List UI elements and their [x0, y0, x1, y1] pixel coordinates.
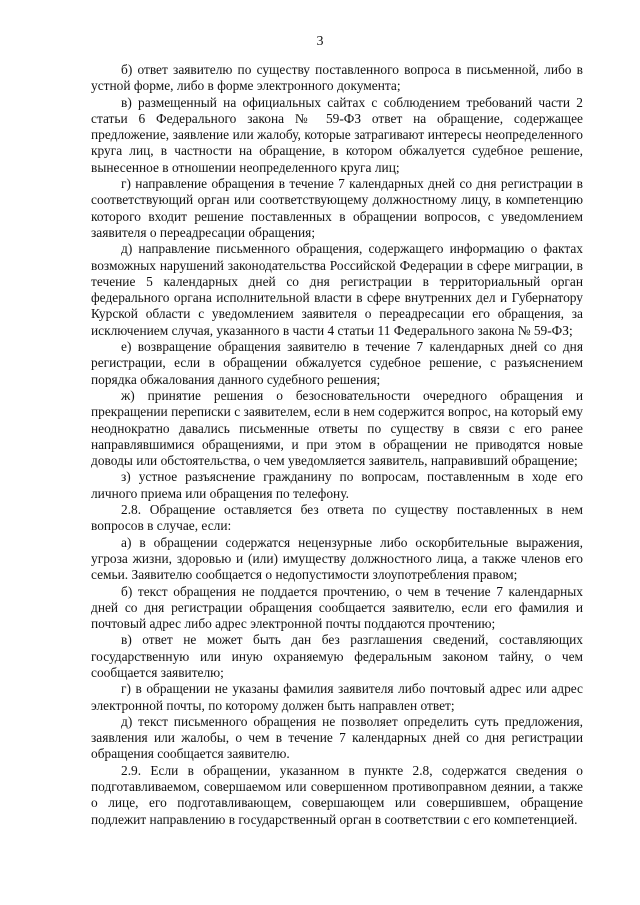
paragraph-g-redirect: г) направление обращения в течение 7 календарных дней со дня регистрации в соответствующий орган или соответствующему должностному лицу, в компетенцию которого входит решение поставленных в обращении вопросов, с уведомлением заявителя о переадресации обращения; [91, 176, 583, 240]
paragraph-2-8-v: в) ответ не может быть дан без разглашения сведений, составляющих государственную или иную охраняемую федеральным законом тайну, о чем сообщается заявителю; [91, 632, 583, 680]
paragraph-2-8-a: а) в обращении содержатся нецензурные либо оскорбительные выражения, угроза жизни, здоровью и (или) имуществу должностного лица, а также членов его семьи. Заявителю сообщается о недопустимости злоупотребления правом; [91, 534, 583, 583]
paragraph-b-answer-form: б) ответ заявителю по существу поставленного вопроса в письменной, либо в устной форме, либо в форме электронного документа; [91, 62, 583, 94]
paragraph-2-8-d: д) текст письменного обращения не позволяет определить суть предложения, заявления или жалобы, о чем в течение 7 календарных дней со дня регистрации обращения сообщается заявителю. [91, 713, 583, 762]
paragraph-zh-termination: ж) принятие решения о безосновательности очередного обращения и прекращении переписки с заявителем, если в нем содержится вопрос, на который ему неоднократно давались письменные ответы по существу в связи с его ранее направлявшимися обращениями, и при этом в обращении не приводятся новые доводы или обстоятельства, о чем уведомляется заявитель, направивший обращение; [91, 387, 583, 469]
paragraph-2-8-b: б) текст обращения не поддается прочтению, о чем в течение 7 календарных дней со дня регистрации обращения сообщается заявителю, если его фамилия и почтовый адрес либо адрес электронной почты поддаются прочтению; [91, 583, 583, 632]
paragraph-2-8-g: г) в обращении не указаны фамилия заявителя либо почтовый адрес или адрес электронной почты, по которому должен быть направлен ответ; [91, 681, 583, 713]
document-body [91, 62, 583, 828]
paragraph-2-8-intro: 2.8. Обращение оставляется без ответа по существу поставленных в нем вопросов в случае, если: [91, 502, 583, 534]
page-number: 3 [316, 34, 324, 49]
paragraph-v-published-answer: в) размещенный на официальных сайтах с соблюдением требований части 2 статьи 6 Федерального закона № 59-ФЗ ответ на обращение, содержащее предложение, заявление или жалобу, которые затрагивают интересы неопределенного круга лиц, в частности на обращение, в котором обжалуется судебное решение, вынесенное в отношении неопределенного круга лиц; [91, 94, 583, 175]
paragraph-2-9: 2.9. Если в обращении, указанном в пункте 2.8, содержатся сведения о подготавливаемом, совершаемом или совершенном противоправном деянии, а также о лице, его подготавливающем, совершающем или совершившем, обращение подлежит направлению в государственный орган в соответствии с его компетенцией. [91, 762, 583, 827]
paragraph-z-oral-explanation: з) устное разъяснение гражданину по вопросам, поставленным в ходе его личного приема или обращения по телефону. [91, 469, 583, 501]
paragraph-e-return: е) возвращение обращения заявителю в течение 7 календарных дней со дня регистрации, если в обращении обжалуется судебное решение, с разъяснением порядка обжалования данного судебного решения; [91, 339, 583, 387]
paragraph-d-migration: д) направление письменного обращения, содержащего информацию о фактах возможных нарушений законодательства Российской Федерации в сфере миграции, в течение 5 календарных дней со дня регистрации в территориальный орган федерального органа исполнительной власти в сфере внутренних дел и Губернатору Курской области с уведомлением заявителя о переадресации его обращения, за исключением случая, указанного в части 4 статьи 11 Федерального закона № 59-ФЗ; [91, 241, 583, 338]
